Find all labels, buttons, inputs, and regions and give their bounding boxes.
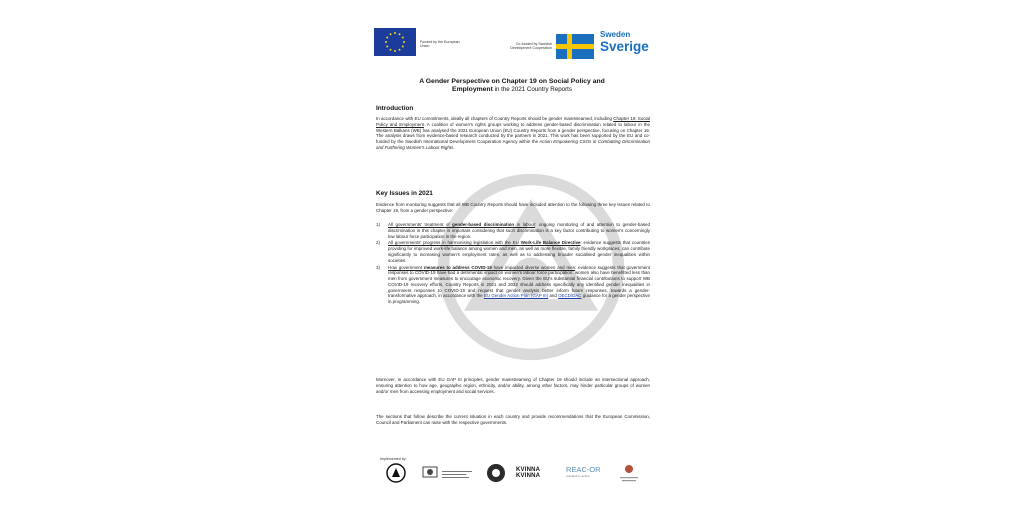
- document-page: [366, 22, 658, 492]
- partner-logo-2-icon: [422, 465, 438, 479]
- oecd-dac-link[interactable]: OECD/DAC: [558, 293, 582, 299]
- key-issues-heading: Key Issues in 2021: [376, 190, 433, 197]
- list-item: 1) All governments' treatment of gender-based discrimination in labour: ongoing monitoring of and attention to gender-based discrimination in this chapter is important considering that such discrimination is a key factor contributing to women's concerningly low labour force participation in the region.: [376, 222, 650, 239]
- list-item: 3) How government measures to address COVID-19 have impacted diverse women and men: evidence suggests that government responses to COVID-19 have had a detrimental impact on women's labour force participation; women also have benefitted less than men from government measures to encourage economic recovery. Given the EU's substantial financial contributions to support WB COVID-19 recovery efforts, Country Reports in 2021 and 2022 should address specifically any identified gender inequalities in government responses to COVID-19 and request that gender analysis better inform future responses, towards a gender-transformative approach, in accordance with the EU Gender Action Plan (GAP III) and OECD/DAC guidance for a gender perspective in programming.: [376, 264, 650, 305]
- kvinna-till-kvinna-logo: KVINNA KVINNA: [516, 467, 541, 479]
- list-item: 2) All governments' progress in harmonising legislation with the EU Work-Life Balance Directive: evidence suggests that countries providing for improved work-life balance among women and men, as well as more flexible, family friendly workplaces, can contribute significantly to increasing women's employment rates, as well as to addressing broader socialised gender inequalities within societies.: [376, 240, 650, 263]
- intro-paragraph: In accordance with EU commitments, ideally all chapters of Country Reports should be gender mainstreamed, including Chapter 19: Social Policy and Employment. A coalition of women's rights groups working to address gender-based discrimination related to labour in the Western Balkans (WB) has analysed the 2021 European Union (EU) Country Reports from a gender perspective, focusing on Chapter 19. The analysis draws from evidence-based research conducted by the partners in 2021. This work has been supported by the EU and co-funded by the Swedish International Development Cooperation Agency within the Action Empowering CSOs in Combatting Discrimination and Furthering Women's Labour Rights.: [376, 116, 650, 150]
- implemented-by-label: Implemented by:: [380, 457, 407, 461]
- partner-logo-4-icon: [486, 463, 506, 483]
- partner-logos: [380, 463, 650, 489]
- eu-flag-icon: [374, 28, 416, 56]
- gap-iii-link[interactable]: EU Gender Action Plan (GAP III): [483, 293, 549, 299]
- eu-caption: Funded by the European Union: [420, 40, 460, 49]
- intro-heading: Introduction: [376, 105, 414, 112]
- header-logos: [374, 26, 654, 66]
- partner-logo-1-icon: [386, 463, 406, 483]
- partner-logo-7-icon: [618, 463, 640, 483]
- chapter-19-link[interactable]: Chapter 19: Social Policy and Employment: [376, 116, 650, 127]
- partner-logo-3-icon: [442, 469, 472, 479]
- sweden-flag-icon: [556, 34, 594, 59]
- sweden-word: Sweden: [600, 30, 631, 39]
- sections-paragraph: The sections that follow describe the current situation in each country and provide recommendations that the European Commission, Council and Parliament can raise with the respective governments.: [376, 414, 650, 425]
- sverige-word: Sverige: [600, 39, 649, 54]
- key-issues-list: [376, 222, 650, 306]
- document-title: A Gender Perspective on Chapter 19 on Social Policy and Employment in the 2021 Country Reports: [419, 78, 605, 94]
- reactor-logo: REAC-OR research in action: [566, 465, 601, 478]
- se-caption: Co-funded by Swedish Development Cooperation: [510, 42, 552, 51]
- key-issues-lead: Evidence from monitoring suggests that all WB Country Reports should have included attention to the following three key issues related to Chapter 19, from a gender perspective:: [376, 202, 650, 213]
- moreover-paragraph: Moreover, in accordance with EU GAP III principles, gender mainstreaming of Chapter 19 should include an intersectional approach, ensuring attention to how age, geographic region, ethnicity, and/or ability, among other factors, may hinder particular groups of women and/or men from accessing employment and social services.: [376, 377, 650, 394]
